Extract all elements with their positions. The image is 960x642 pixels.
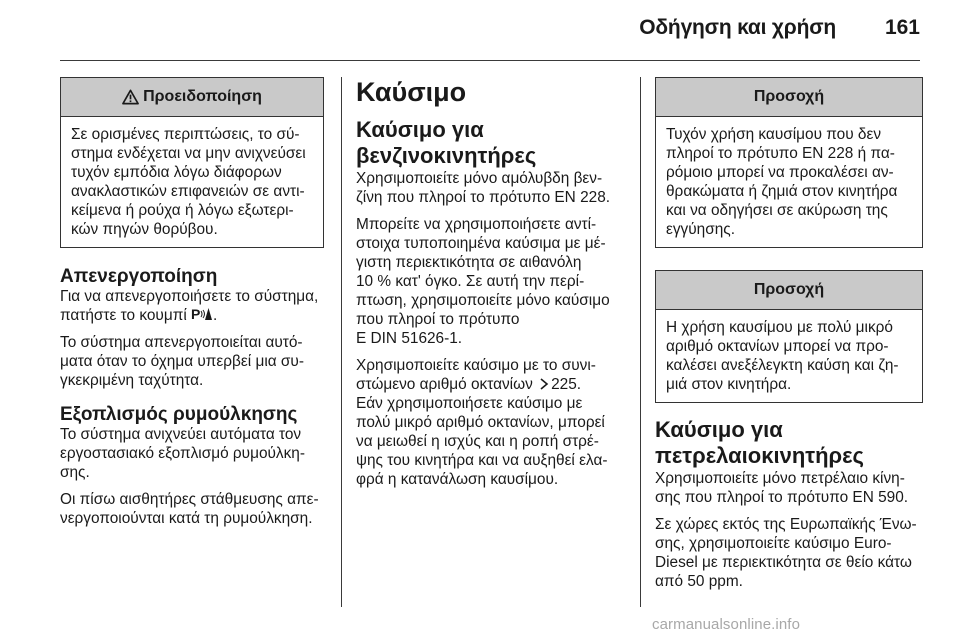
- text-line: ψης του κινητήρα και να αυξηθεί ελα-: [356, 452, 608, 469]
- deactivation-paragraph-1: [60, 287, 324, 325]
- header-title: Οδήγηση και χρήση: [639, 16, 836, 39]
- caution-box-2: [655, 270, 923, 403]
- text-line: ζίνη που πληροί το πρότυπο EN 228.: [356, 189, 611, 206]
- warning-box-body: [61, 117, 323, 247]
- watermark: carmanualsonline.info: [652, 616, 801, 633]
- text-line: φρά η κατανάλωση καυσίμου.: [356, 471, 559, 488]
- text-line: Εάν χρησιμοποιήσετε καύσιμο με: [356, 395, 583, 412]
- text-line: κών πηγών θορύβου.: [71, 221, 218, 238]
- text-line: που πληροί το πρότυπο: [356, 311, 520, 328]
- text-line: και να οδηγήσει σε ακύρωση της: [666, 202, 888, 219]
- diesel-paragraph-2: [655, 515, 923, 591]
- text-line: εγγύησης.: [666, 221, 735, 238]
- svg-text:P: P: [191, 306, 201, 322]
- text-line: ματα όταν το όχημα υπερβεί μια συ-: [60, 353, 304, 370]
- text-line: [60, 306, 324, 325]
- text-line: κείμενα ή ρούχα ή λόγω εξωτερι-: [71, 202, 294, 219]
- text-line: στοιχα τυποποιημένα καύσιμα με μέ-: [356, 235, 606, 252]
- text-line: τυχόν εμπόδια λόγω διάφορων: [71, 164, 282, 181]
- fuel-title: Καύσιμο: [356, 77, 467, 107]
- petrol-paragraph-3: [356, 356, 626, 489]
- petrol-fuel-heading: [356, 117, 626, 169]
- warning-box: [60, 77, 324, 248]
- header-rule: [60, 60, 920, 61]
- page-header: [0, 0, 960, 60]
- warning-box-title: Προειδοποίηση: [143, 88, 262, 105]
- text-line: Το σύστημα απενεργοποιείται αυτό-: [60, 334, 303, 351]
- towing-paragraph-2: [60, 490, 324, 528]
- deactivation-heading: Απενεργοποίηση: [60, 266, 218, 287]
- caution-box-header: Προσοχή: [656, 271, 922, 310]
- column-divider-1: [341, 77, 342, 607]
- petrol-paragraph-2: [356, 215, 626, 348]
- text-line: Η χρήση καυσίμου με πολύ μικρό: [666, 319, 893, 336]
- heading-line: Καύσιμο για: [655, 417, 783, 442]
- text-line: αριθμό οκτανίων μπορεί να προ-: [666, 338, 889, 355]
- page-reference[interactable]: 225.: [551, 376, 582, 393]
- diesel-paragraph-1: [655, 469, 923, 507]
- text-line: Οι πίσω αισθητήρες στάθμευσης απε-: [60, 491, 319, 508]
- diesel-fuel-heading: [655, 417, 923, 469]
- caution-box-body: [656, 117, 922, 247]
- text-fragment: πατήστε το κουμπί: [60, 307, 192, 324]
- caution-box-1: [655, 77, 923, 248]
- column-divider-2: [640, 77, 641, 607]
- page-number: 161: [884, 16, 920, 39]
- text-line: νεργοποιούνται κατά τη ρυμούλκηση.: [60, 510, 313, 527]
- warning-triangle-icon: [122, 89, 139, 105]
- column-3: [655, 77, 923, 599]
- towing-heading: Εξοπλισμός ρυμούλκησης: [60, 404, 298, 425]
- caution-box-header: Προσοχή: [656, 78, 922, 117]
- page-reference-arrow-icon: [539, 378, 549, 390]
- text-line: Diesel με περιεκτικότητα σε θείο κάτω: [655, 554, 912, 571]
- heading-line: βενζινοκινητήρες: [356, 143, 537, 168]
- text-line: Τυχόν χρήση καυσίμου που δεν: [666, 126, 882, 143]
- caution-box-body: [656, 310, 922, 402]
- text-line: θρακώματα ή ζημιά στον κινητήρα: [666, 183, 898, 200]
- petrol-paragraph-1: [356, 169, 626, 207]
- text-line: σης.: [60, 464, 90, 481]
- text-line: E DIN 51626-1.: [356, 330, 463, 347]
- warning-box-header: [61, 78, 323, 117]
- text-line: ανακλαστικών επιφανειών σε αντι-: [71, 183, 305, 200]
- text-line: Χρησιμοποιείτε καύσιμο με το συνι-: [356, 357, 596, 374]
- text-line: πτωση, χρησιμοποιείτε μόνο καύσιμο: [356, 292, 610, 309]
- text-line: μιά στον κινητήρα.: [666, 376, 792, 393]
- column-1: [60, 77, 324, 536]
- text-line: ρόμοιο μπορεί να προκαλέσει αν-: [666, 164, 894, 181]
- text-line: Μπορείτε να χρησιμοποιήσετε αντί-: [356, 216, 597, 233]
- text-line: από 50 ppm.: [655, 573, 743, 590]
- text-line: Το σύστημα ανιχνεύει αυτόματα τον: [60, 426, 302, 443]
- text-line: Σε ορισμένες περιπτώσεις, το σύ-: [71, 126, 300, 143]
- heading-line: πετρελαιοκινητήρες: [655, 443, 864, 468]
- text-line: [356, 375, 626, 394]
- text-line: να μειωθεί η ισχύς και η ροπή στρέ-: [356, 433, 599, 450]
- text-line: 10 % κατ' όγκο. Σε αυτή την περί-: [356, 273, 585, 290]
- column-2: [356, 77, 626, 497]
- text-line: στημα ενδέχεται να μην ανιχνεύσει: [71, 145, 306, 162]
- text-line: Για να απενεργοποιήσετε το σύστημα,: [60, 288, 319, 305]
- text-line: πληροί το πρότυπο EN 228 ή πα-: [666, 145, 895, 162]
- towing-paragraph-1: [60, 425, 324, 482]
- text-line: καλέσει ανεξέλεγκτη καύση και ζη-: [666, 357, 899, 374]
- text-line: Σε χώρες εκτός της Ευρωπαϊκής Ένω-: [655, 516, 917, 533]
- text-line: γιστη περιεκτικότητα σε αιθανόλη: [356, 254, 582, 271]
- text-line: Χρησιμοποιείτε μόνο πετρέλαιο κίνη-: [655, 470, 905, 487]
- text-line: γκεκριμένη ταχύτητα.: [60, 372, 204, 389]
- text-line: εργοστασιακό εξοπλισμό ρυμούλκη-: [60, 445, 305, 462]
- heading-line: Καύσιμο για: [356, 117, 484, 142]
- text-line: Χρησιμοποιείτε μόνο αμόλυβδη βεν-: [356, 170, 603, 187]
- text-fragment: στώμενο αριθμό οκτανίων: [356, 376, 538, 393]
- parking-assist-button-icon: [191, 306, 213, 322]
- deactivation-paragraph-2: [60, 333, 324, 390]
- text-line: πολύ μικρό αριθμό οκτανίων, μπορεί: [356, 414, 605, 431]
- text-line: σης, χρησιμοποιείτε καύσιμο Euro-: [655, 535, 892, 552]
- text-line: σης που πληροί το πρότυπο EN 590.: [655, 489, 909, 506]
- text-fragment: .: [213, 307, 218, 324]
